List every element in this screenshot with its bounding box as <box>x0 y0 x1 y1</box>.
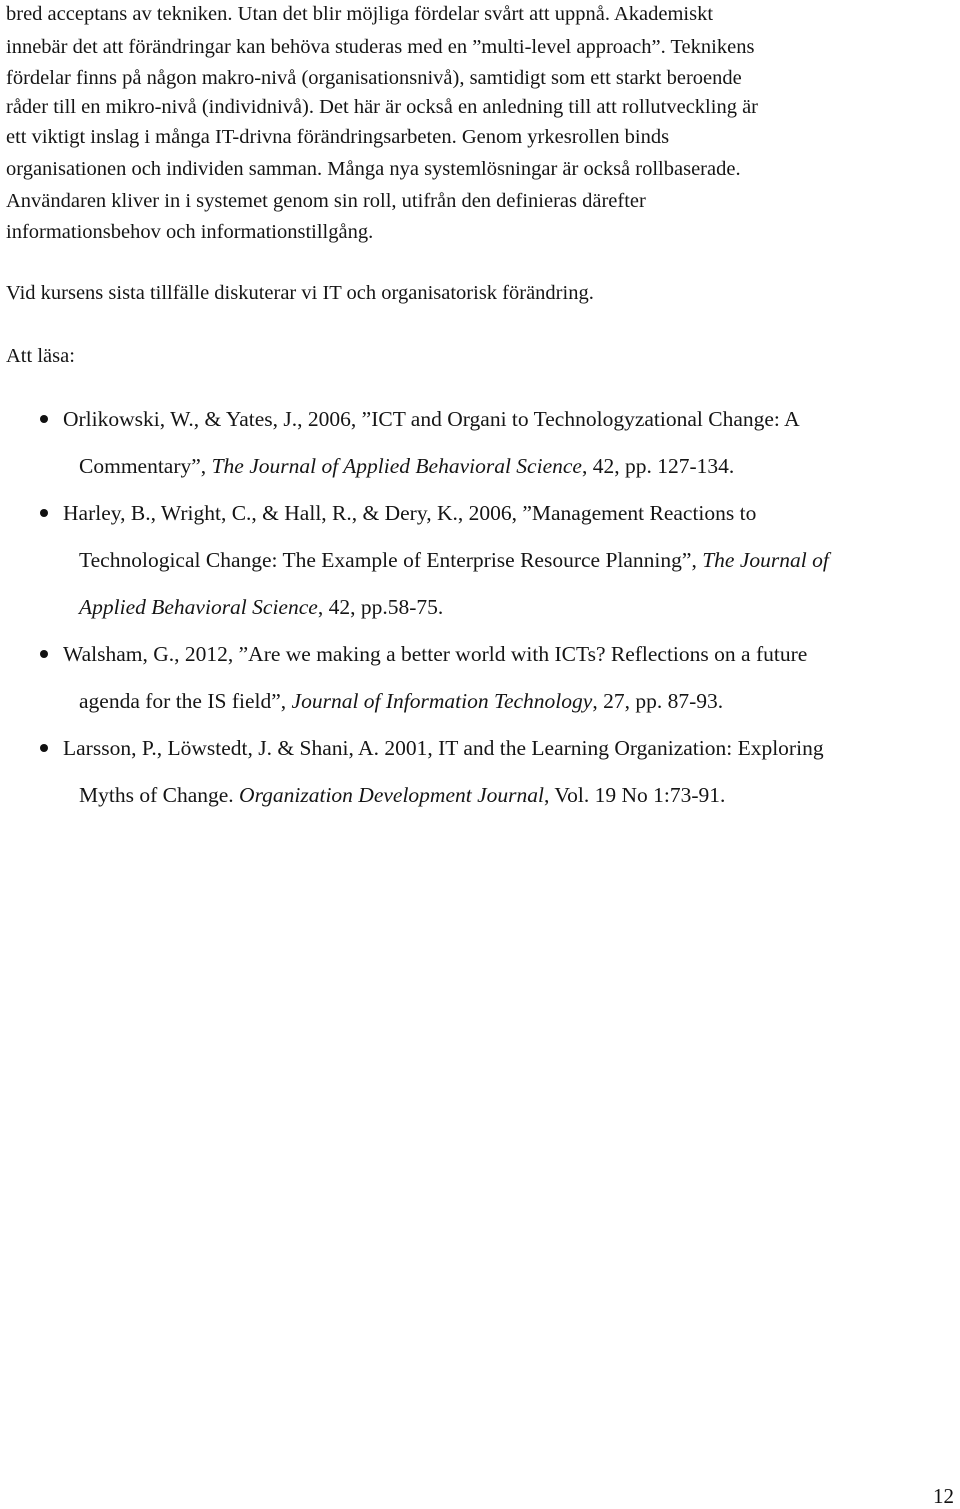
page-number: 12 <box>933 1484 954 1508</box>
journal-title: Journal of Information Technology <box>291 689 593 713</box>
reference-line: Applied Behavioral Science, 42, pp.58-75. <box>79 595 444 619</box>
bullet-icon <box>40 744 48 752</box>
journal-title: Applied Behavioral Science <box>79 595 318 619</box>
body-line: bred acceptans av tekniken. Utan det blir möjliga fördelar svårt att uppnå. Akademiskt <box>6 3 714 25</box>
body-line: ett viktigt inslag i många IT-drivna förändringsarbeten. Genom yrkesrollen binds <box>6 126 670 148</box>
bullet-icon <box>40 509 48 517</box>
reference-line: Myths of Change. Organization Development Journal, Vol. 19 No 1:73-91. <box>79 783 726 807</box>
reference-line: Orlikowski, W., & Yates, J., 2006, ”ICT and Organi to Technologyzational Change: A <box>63 407 800 431</box>
closing-paragraph: Vid kursens sista tillfälle diskuterar vi IT och organisatorisk förändring. <box>6 282 594 304</box>
bullet-icon <box>40 415 48 423</box>
reference-line: Commentary”, The Journal of Applied Behavioral Science, 42, pp. 127-134. <box>79 454 735 478</box>
reference-line: Walsham, G., 2012, ”Are we making a better world with ICTs? Reflections on a future <box>63 642 808 666</box>
reference-line: Technological Change: The Example of Enterprise Resource Planning”, The Journal of <box>79 548 829 572</box>
reference-line: agenda for the IS field”, Journal of Information Technology, 27, pp. 87-93. <box>79 689 724 713</box>
body-line: Användaren kliver in i systemet genom sin roll, utifrån den definieras därefter <box>6 190 646 212</box>
body-line: råder till en mikro-nivå (individnivå). Det här är också en anledning till att rollutveckling är <box>6 96 758 118</box>
body-line: organisationen och individen samman. Många nya systemlösningar är också rollbaserade. <box>6 158 741 180</box>
body-line: fördelar finns på någon makro-nivå (organisationsnivå), samtidigt som ett starkt beroende <box>6 67 742 89</box>
bullet-icon <box>40 650 48 658</box>
reference-line: Larsson, P., Löwstedt, J. & Shani, A. 2001, IT and the Learning Organization: Exploring <box>63 736 824 760</box>
journal-title: Organization Development Journal <box>239 783 544 807</box>
journal-title: The Journal of Applied Behavioral Science <box>211 454 582 478</box>
reference-line: Harley, B., Wright, C., & Hall, R., & Dery, K., 2006, ”Management Reactions to <box>63 501 757 525</box>
body-line: innebär det att förändringar kan behöva studeras med en ”multi-level approach”. Teknikens <box>6 36 755 58</box>
reading-heading: Att läsa: <box>6 345 75 367</box>
body-line: informationsbehov och informationstillgång. <box>6 221 374 243</box>
journal-title: The Journal of <box>702 548 829 572</box>
